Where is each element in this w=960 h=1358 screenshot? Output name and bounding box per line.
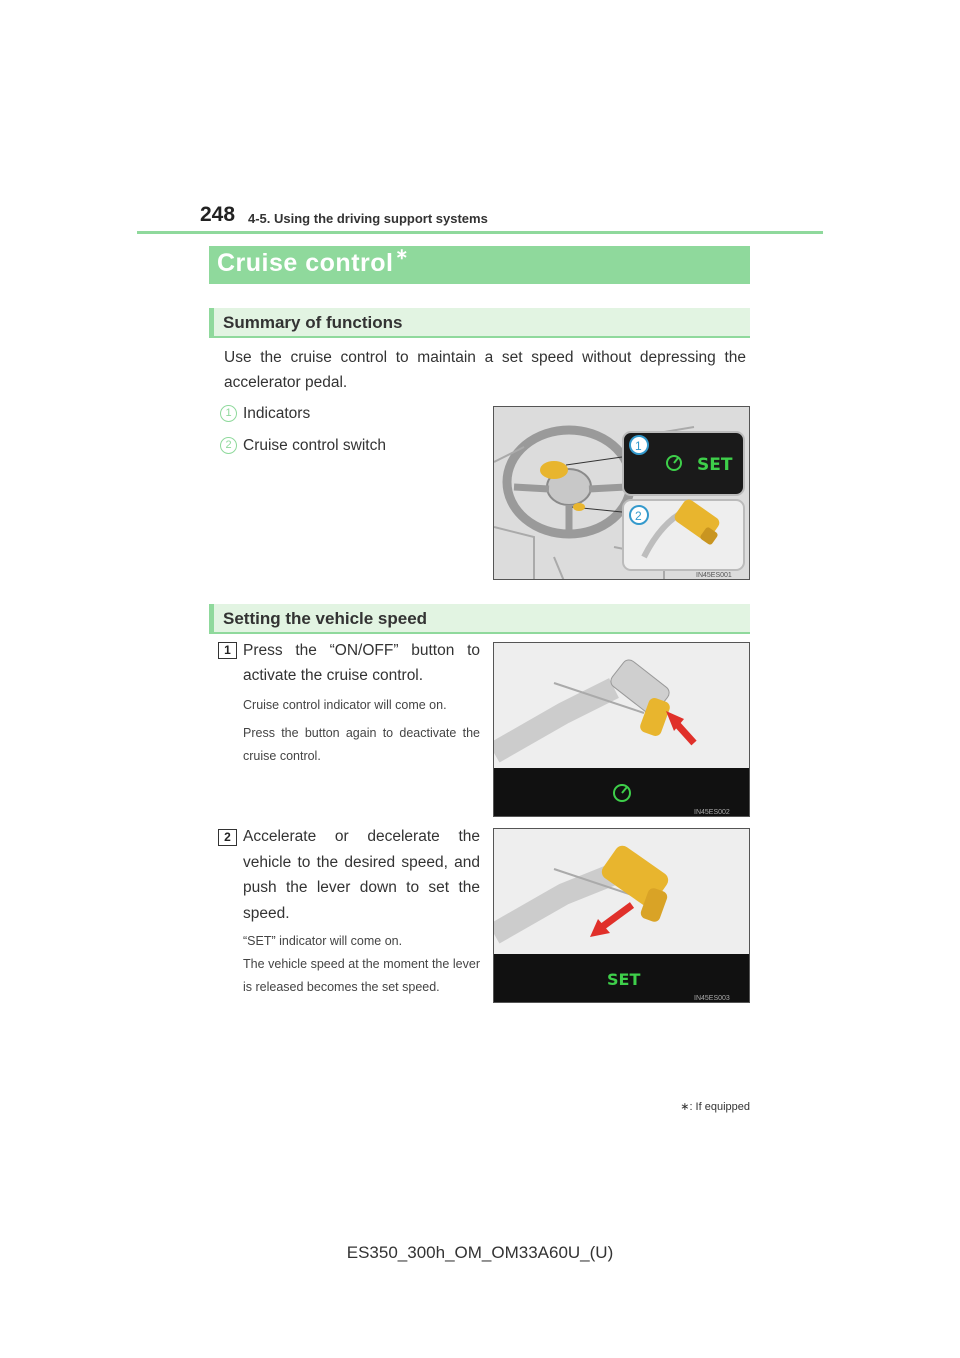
step-number-2: 2 xyxy=(218,829,237,846)
page-number: 248 xyxy=(200,203,236,226)
summary-item-switch: Cruise control switch xyxy=(243,437,386,454)
footnote-text: : If equipped xyxy=(689,1101,750,1113)
setting-heading: Setting the vehicle speed xyxy=(223,609,428,628)
set-indicator-text-2: SET xyxy=(607,970,641,989)
callout-number-1: 1 xyxy=(220,405,237,422)
step-1-note-1: Cruise control indicator will come on. xyxy=(243,698,447,712)
step-2-note-1: “SET” indicator will come on. xyxy=(243,934,403,948)
title-banner xyxy=(209,246,750,284)
footnote xyxy=(680,1100,750,1113)
set-lever-illustration xyxy=(493,828,750,1003)
illustration-code-1: IN45ES001 xyxy=(696,572,732,579)
inset-callout-2: 2 xyxy=(635,509,642,523)
step-2-text: Accelerate or decelerate the vehicle to the desired speed, and push the lever down to set the speed. xyxy=(243,828,480,922)
header-divider xyxy=(137,231,823,234)
illustration-code-2: IN45ES002 xyxy=(694,809,730,816)
illustration-code-3: IN45ES003 xyxy=(694,995,730,1002)
summary-heading: Summary of functions xyxy=(223,313,403,332)
step-2-note-2: The vehicle speed at the moment the lever is released becomes the set speed. xyxy=(243,957,480,994)
document-code: ES350_300h_OM_OM33A60U_(U) xyxy=(346,1243,614,1262)
on-off-button-illustration xyxy=(493,642,750,817)
step-1-text: Press the “ON/OFF” button to activate the cruise control. xyxy=(243,642,480,684)
inset-callout-1: 1 xyxy=(635,439,642,453)
set-indicator-text: SET xyxy=(697,455,733,475)
callout-number-2: 2 xyxy=(220,437,237,454)
page-title: Cruise control ∗ xyxy=(217,246,409,277)
summary-item-indicators: Indicators xyxy=(243,405,311,422)
setting-heading-bar xyxy=(209,604,750,634)
if-equipped-marker: ∗ xyxy=(395,246,409,263)
summary-heading-bar xyxy=(209,308,750,338)
summary-intro: Use the cruise control to maintain a set speed without depressing the accelerator pedal. xyxy=(224,349,746,391)
section-header: 4-5. Using the driving support systems xyxy=(248,211,488,226)
step-number-1: 1 xyxy=(218,642,237,659)
dashboard-illustration xyxy=(493,406,750,580)
step-1-note-2: Press the button again to deactivate the cruise control. xyxy=(243,726,480,763)
footnote-marker: ∗ xyxy=(680,1101,690,1113)
